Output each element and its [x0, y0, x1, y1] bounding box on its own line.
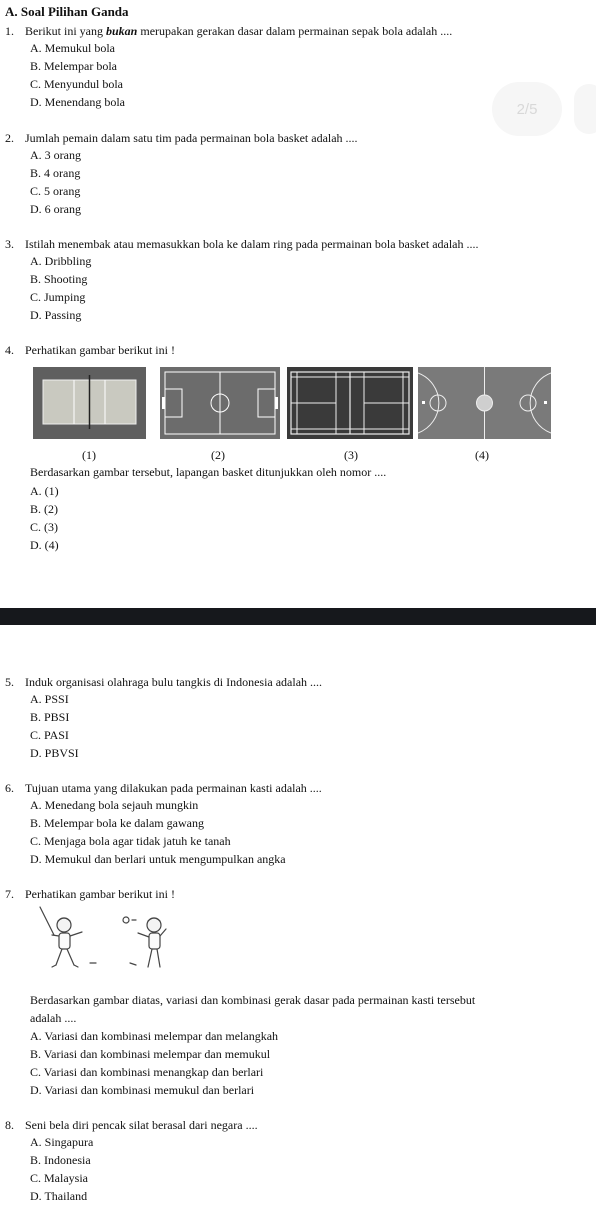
- question-number: 5.: [5, 675, 14, 689]
- option-4a[interactable]: A. (1): [30, 484, 59, 498]
- option-8b[interactable]: B. Indonesia: [30, 1153, 91, 1167]
- question-7-followup: Berdasarkan gambar diatas, variasi dan kombinasi gerak dasar pada permainan kasti tersebut: [30, 993, 476, 1007]
- option-1d[interactable]: D. Menendang bola: [30, 95, 125, 109]
- question-number: 3.: [5, 237, 14, 251]
- option-3a[interactable]: A. Dribbling: [30, 254, 92, 268]
- basketball-court-image: [418, 367, 551, 439]
- image-label-1: (1): [82, 448, 96, 462]
- option-6b[interactable]: B. Melempar bola ke dalam gawang: [30, 816, 204, 830]
- option-7c[interactable]: C. Variasi dan kombinasi menangkap dan berlari: [30, 1065, 264, 1079]
- option-7d[interactable]: D. Variasi dan kombinasi memukul dan berlari: [30, 1083, 255, 1097]
- page-indicator-text: 2/5: [516, 100, 538, 118]
- option-1a[interactable]: A. Memukul bola: [30, 41, 115, 55]
- option-4d[interactable]: D. (4): [30, 538, 59, 552]
- question-text: Berikut ini yang bukan merupakan gerakan dasar dalam permainan sepak bola adalah ....: [25, 24, 453, 38]
- section-title: A. Soal Pilihan Ganda: [5, 4, 129, 19]
- question-text: Tujuan utama yang dilakukan pada permainan kasti adalah ....: [25, 781, 322, 795]
- option-7a[interactable]: A. Variasi dan kombinasi melempar dan melangkah: [30, 1029, 279, 1043]
- option-5a[interactable]: A. PSSI: [30, 692, 69, 706]
- question-number: 8.: [5, 1118, 14, 1132]
- kasti-players-illustration: [30, 905, 180, 980]
- option-2b[interactable]: B. 4 orang: [30, 166, 81, 180]
- question-6: [5, 781, 322, 796]
- question-2: [5, 131, 358, 146]
- question-1: [5, 24, 452, 39]
- option-2c[interactable]: C. 5 orang: [30, 184, 81, 198]
- question-4: [5, 343, 175, 358]
- option-2a[interactable]: A. 3 orang: [30, 148, 81, 162]
- page-indicator-badge: [492, 82, 562, 136]
- question-text: Perhatikan gambar berikut ini !: [25, 343, 175, 357]
- option-2d[interactable]: D. 6 orang: [30, 202, 81, 216]
- option-3b[interactable]: B. Shooting: [30, 272, 88, 286]
- page-divider-bar: [0, 608, 596, 625]
- question-7-followup-2: adalah ....: [30, 1011, 77, 1025]
- emphasis-word: bukan: [106, 24, 138, 38]
- question-4-followup: Berdasarkan gambar tersebut, lapangan basket ditunjukkan oleh nomor ....: [30, 465, 387, 479]
- question-text: Istilah menembak atau memasukkan bola ke dalam ring pada permainan bola basket adalah ....: [25, 237, 479, 251]
- volleyball-court-image: [33, 367, 146, 439]
- question-3: [5, 237, 479, 252]
- option-3c[interactable]: C. Jumping: [30, 290, 86, 304]
- option-6a[interactable]: A. Menedang bola sejauh mungkin: [30, 798, 199, 812]
- question-number: 7.: [5, 887, 14, 901]
- option-4c[interactable]: C. (3): [30, 520, 58, 534]
- option-1b[interactable]: B. Melempar bola: [30, 59, 117, 73]
- badminton-court-image: [287, 367, 413, 439]
- question-number: 1.: [5, 24, 14, 38]
- option-6c[interactable]: C. Menjaga bola agar tidak jatuh ke tanah: [30, 834, 231, 848]
- option-8c[interactable]: C. Malaysia: [30, 1171, 88, 1185]
- option-3d[interactable]: D. Passing: [30, 308, 82, 322]
- option-7b[interactable]: B. Variasi dan kombinasi melempar dan memukul: [30, 1047, 271, 1061]
- question-7: [5, 887, 175, 902]
- image-label-4: (4): [475, 448, 489, 462]
- option-8d[interactable]: D. Thailand: [30, 1189, 88, 1203]
- option-1c[interactable]: C. Menyundul bola: [30, 77, 123, 91]
- question-number: 6.: [5, 781, 14, 795]
- question-number: 4.: [5, 343, 14, 357]
- option-4b[interactable]: B. (2): [30, 502, 58, 516]
- football-field-image: [160, 367, 280, 439]
- option-6d[interactable]: D. Memukul dan berlari untuk mengumpulkan angka: [30, 852, 286, 866]
- image-label-2: (2): [211, 448, 225, 462]
- question-text: Perhatikan gambar berikut ini !: [25, 887, 175, 901]
- question-5: [5, 675, 322, 690]
- question-text: Induk organisasi olahraga bulu tangkis di Indonesia adalah ....: [25, 675, 323, 689]
- question-text: Seni bela diri pencak silat berasal dari negara ....: [25, 1118, 258, 1132]
- question-number: 2.: [5, 131, 14, 145]
- option-5d[interactable]: D. PBVSI: [30, 746, 79, 760]
- option-5c[interactable]: C. PASI: [30, 728, 69, 742]
- image-label-3: (3): [344, 448, 358, 462]
- question-8: [5, 1118, 258, 1133]
- option-5b[interactable]: B. PBSI: [30, 710, 70, 724]
- page-indicator-tail: [574, 84, 596, 134]
- question-text: Jumlah pemain dalam satu tim pada permainan bola basket adalah ....: [25, 131, 358, 145]
- option-8a[interactable]: A. Singapura: [30, 1135, 94, 1149]
